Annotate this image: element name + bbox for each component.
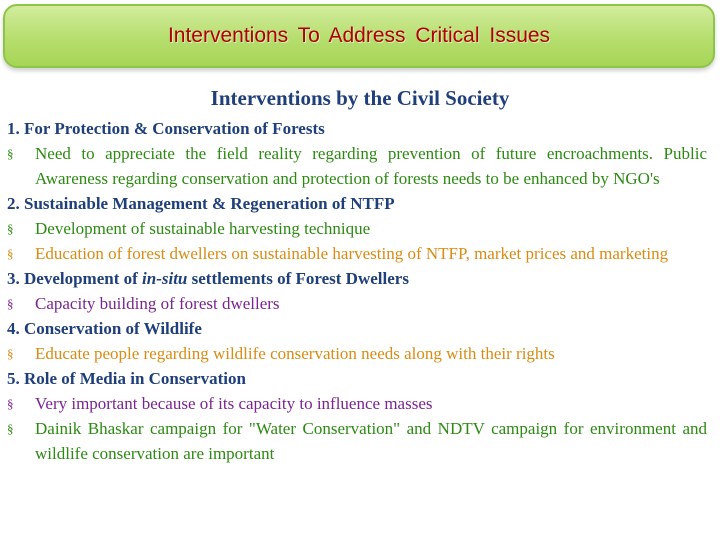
bullet-text: Very important because of its capacity to influence masses — [35, 394, 433, 413]
bullet-5-1 — [7, 391, 707, 416]
bullet-3-1 — [7, 291, 707, 316]
bullet-text: Capacity building of forest dwellers — [35, 294, 280, 313]
bullet-marker-icon: § — [7, 396, 14, 411]
title-banner — [3, 4, 715, 68]
bullet-4-1 — [7, 341, 707, 366]
section-heading-4: 4. Conservation of Wildlife — [7, 319, 202, 338]
bullet-text: Development of sustainable harvesting technique — [35, 219, 371, 238]
bullet-1-1 — [7, 141, 707, 191]
bullet-text: Dainik Bhaskar campaign for "Water Conservation" and NDTV campaign for environment and wildlife conservation are important — [35, 419, 707, 463]
subtitle: Interventions by the Civil Society — [210, 86, 510, 110]
bullet-2-1 — [7, 216, 707, 241]
heading-part: 3. Development of — [7, 269, 143, 288]
bullet-marker-icon: § — [7, 146, 14, 161]
section-heading-1: 1. For Protection & Conservation of Forests — [7, 119, 325, 138]
bullet-marker-icon: § — [7, 421, 14, 436]
bullet-marker-icon: § — [7, 221, 14, 236]
bullet-text: Education of forest dwellers on sustainable harvesting of NTFP, market prices and marketing — [35, 244, 669, 263]
content-body — [7, 116, 707, 466]
banner-title: Interventions To Address Critical Issues — [167, 24, 551, 47]
heading-italic-part: in-situ — [142, 269, 188, 288]
bullet-marker-icon: § — [7, 296, 14, 311]
bullet-text: Educate people regarding wildlife conservation needs along with their rights — [35, 344, 555, 363]
bullet-5-2 — [7, 416, 707, 466]
section-heading-3 — [7, 266, 707, 291]
heading-part: settlements of Forest Dwellers — [187, 269, 409, 288]
section-heading-5: 5. Role of Media in Conservation — [7, 369, 246, 388]
bullet-marker-icon: § — [7, 346, 14, 361]
bullet-2-2 — [7, 241, 707, 266]
section-heading-2: 2. Sustainable Management & Regeneration of NTFP — [7, 194, 395, 213]
bullet-marker-icon: § — [7, 246, 14, 261]
bullet-text: Need to appreciate the field reality regarding prevention of future encroachments. Public Awareness regarding conservation and protection of forests needs to be enhanced by NGO's — [35, 144, 707, 188]
